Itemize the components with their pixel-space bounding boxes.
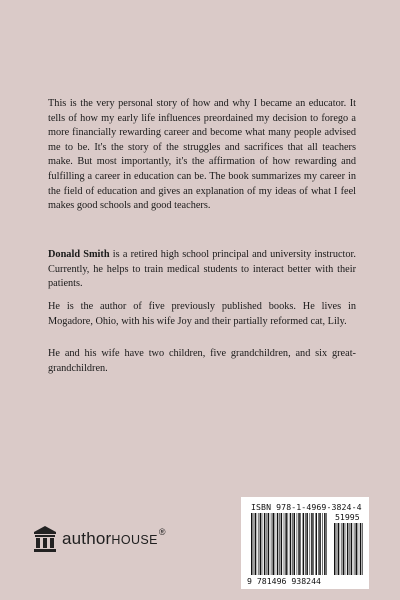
barcode-bar — [356, 523, 358, 575]
publisher-logo — [33, 525, 166, 553]
book-description: This is the very personal story of how and why I became an educator. It tells of how my early life influences preordained my decision to forego a more financially rewarding career and become what many people advised me to be. It's the story of the struggles and sacrifices that all teachers make. But most importantly, it's the affirmation of how rewarding and fulfilling a career in education can be. The book summarizes my career in the field of education and gives an explanation of my ideas of what I feel makes good schools and good teachers. — [48, 98, 356, 212]
barcode-bar — [297, 513, 298, 575]
barcode-bar — [311, 513, 313, 575]
publisher-name: author HOUSE ® — [62, 527, 166, 548]
barcode-bar — [305, 513, 306, 575]
author-bio-paragraph-2: He is the author of five previously published books. He lives in Mogadore, Ohio, with his wife Joy and their partially reformed cat, Lily. — [48, 301, 356, 327]
author-bio-text: is a retired high school principal and university instructor. Currently, he helps to train medical students to interact better with their patients. — [48, 249, 356, 290]
barcode-bar — [350, 523, 351, 575]
barcode-bar — [288, 513, 289, 575]
barcode-bar — [338, 523, 340, 575]
barcode-bar — [284, 513, 285, 575]
barcode-bar — [322, 513, 323, 575]
barcode-bar — [360, 523, 362, 575]
barcode-bar — [358, 523, 359, 575]
barcode-bar — [273, 513, 275, 575]
barcode-bar — [354, 523, 355, 575]
barcode-bar — [271, 513, 272, 575]
barcode-bar — [298, 513, 300, 575]
barcode-bar — [251, 513, 253, 575]
barcode-bar — [362, 523, 363, 575]
barcode-bar — [255, 513, 256, 575]
price-code: 51995 — [335, 512, 360, 522]
barcode-bar — [319, 513, 321, 575]
barcode-bar — [275, 513, 276, 575]
barcode-bar — [316, 513, 318, 575]
isbn-barcode — [241, 497, 369, 589]
barcode-bar — [262, 513, 263, 575]
barcode-bar — [347, 523, 349, 575]
barcode-bar — [318, 513, 319, 575]
barcode-bar — [260, 513, 262, 575]
barcode-bar — [292, 513, 293, 575]
barcode-bar — [285, 513, 287, 575]
barcode-bar — [313, 513, 314, 575]
barcode-bar — [345, 523, 346, 575]
author-name: Donald Smith — [48, 249, 110, 260]
isbn-label: ISBN 978-1-4969-3824-4 — [251, 502, 362, 512]
barcode-bar — [294, 513, 296, 575]
barcode-bar — [341, 523, 342, 575]
barcode-bar — [351, 523, 353, 575]
barcode-bar — [264, 513, 266, 575]
author-bio-paragraph-1 — [48, 248, 356, 292]
ean-digits: 9 781496 938244 — [247, 576, 321, 586]
barcode-bar — [254, 513, 255, 575]
barcode-bar — [268, 513, 270, 575]
barcode-bar — [326, 513, 327, 575]
barcode-bar — [334, 523, 336, 575]
barcode-bar — [277, 513, 279, 575]
barcode-bar — [303, 513, 305, 575]
barcode-bar — [290, 513, 292, 575]
barcode-bar — [310, 513, 311, 575]
barcode-bar — [281, 513, 283, 575]
barcode-bar — [279, 513, 280, 575]
barcode-bar — [300, 513, 301, 575]
barcode-bar — [337, 523, 338, 575]
barcode-bar — [267, 513, 268, 575]
barcode-bar — [343, 523, 345, 575]
barcode-bar — [306, 513, 308, 575]
building-columns-icon — [33, 525, 57, 553]
author-bio-paragraph-3: He and his wife have two children, five grandchildren, and six great-grandchildren. — [48, 348, 356, 374]
barcode-bar — [258, 513, 259, 575]
barcode-bar — [324, 513, 326, 575]
